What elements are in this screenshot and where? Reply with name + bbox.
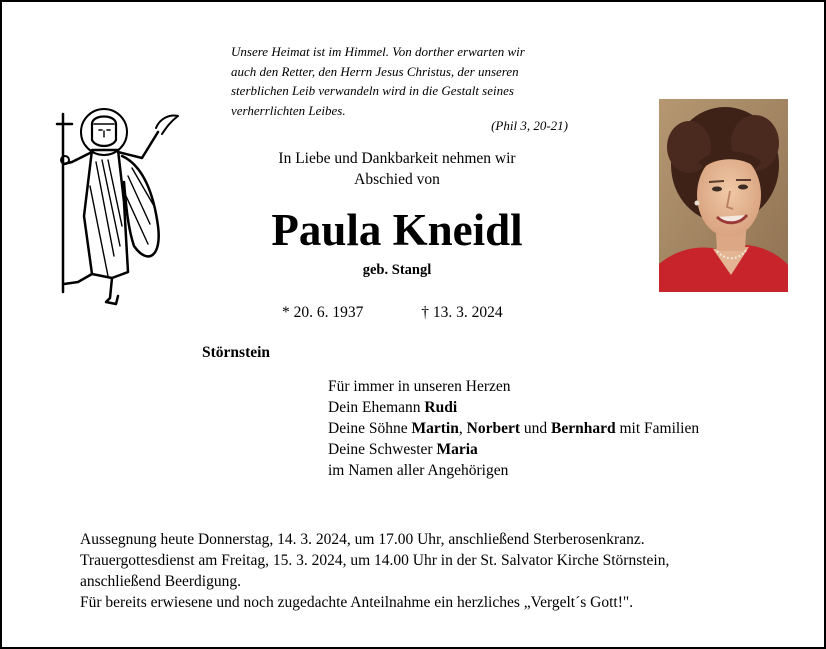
son-name: Norbert — [466, 420, 520, 437]
mourners-line — [328, 439, 699, 460]
funeral-details — [80, 529, 780, 613]
spouse-prefix: Dein Ehemann — [328, 399, 421, 416]
verse-line: sterblichen Leib verwandeln wird in die Gestalt seines — [231, 83, 514, 99]
intro-text — [252, 148, 542, 190]
separator: , — [458, 420, 463, 437]
funeral-line: anschließend Beerdigung. — [80, 573, 241, 590]
place-of-residence: Störnstein — [202, 344, 271, 361]
funeral-line: Für bereits erwiesene und noch zugedachte Anteilnahme ein herzliches „Vergelt´s Gott!". — [80, 594, 634, 611]
life-dates — [282, 304, 503, 322]
bible-verse — [231, 42, 571, 120]
maiden-name: geb. Stangl — [362, 262, 432, 278]
death-date: † 13. 3. 2024 — [421, 304, 503, 321]
mourners-line: Für immer in unseren Herzen — [328, 378, 511, 395]
sister-name: Maria — [436, 441, 478, 458]
funeral-line: Trauergottesdienst am Freitag, 15. 3. 2024, um 14.00 Uhr in der St. Salvator Kirche Störnstein, — [80, 552, 670, 569]
son-name: Bernhard — [551, 420, 616, 437]
verse-line: verherrlichten Leibes. — [231, 102, 346, 118]
portrait-photo — [659, 99, 788, 292]
verse-line: Unsere Heimat ist im Himmel. Von dorther erwarten wir — [231, 44, 525, 59]
intro-line: Abschied von — [354, 171, 440, 188]
birth-date: * 20. 6. 1937 — [282, 304, 364, 321]
deceased-name: Paula Kneidl — [271, 205, 523, 255]
separator: und — [523, 420, 548, 437]
verse-reference: (Phil 3, 20-21) — [491, 118, 568, 133]
funeral-line: Aussegnung heute Donnerstag, 14. 3. 2024, um 17.00 Uhr, anschließend Sterberosenkranz. — [80, 531, 645, 548]
risen-christ-icon — [52, 106, 184, 312]
spouse-name: Rudi — [424, 399, 458, 416]
verse-line: auch den Retter, den Herrn Jesus Christus, der unseren — [231, 63, 519, 79]
sons-prefix: Deine Söhne — [328, 420, 408, 437]
mourners-line — [328, 418, 699, 439]
sons-suffix: mit Familien — [619, 420, 700, 437]
mourners-line: im Namen aller Angehörigen — [328, 462, 509, 479]
sister-prefix: Deine Schwester — [328, 441, 433, 458]
mourners-line — [328, 397, 699, 418]
mourners-list — [328, 376, 699, 481]
intro-line: In Liebe und Dankbarkeit nehmen wir — [278, 150, 516, 167]
son-name: Martin — [411, 420, 459, 437]
